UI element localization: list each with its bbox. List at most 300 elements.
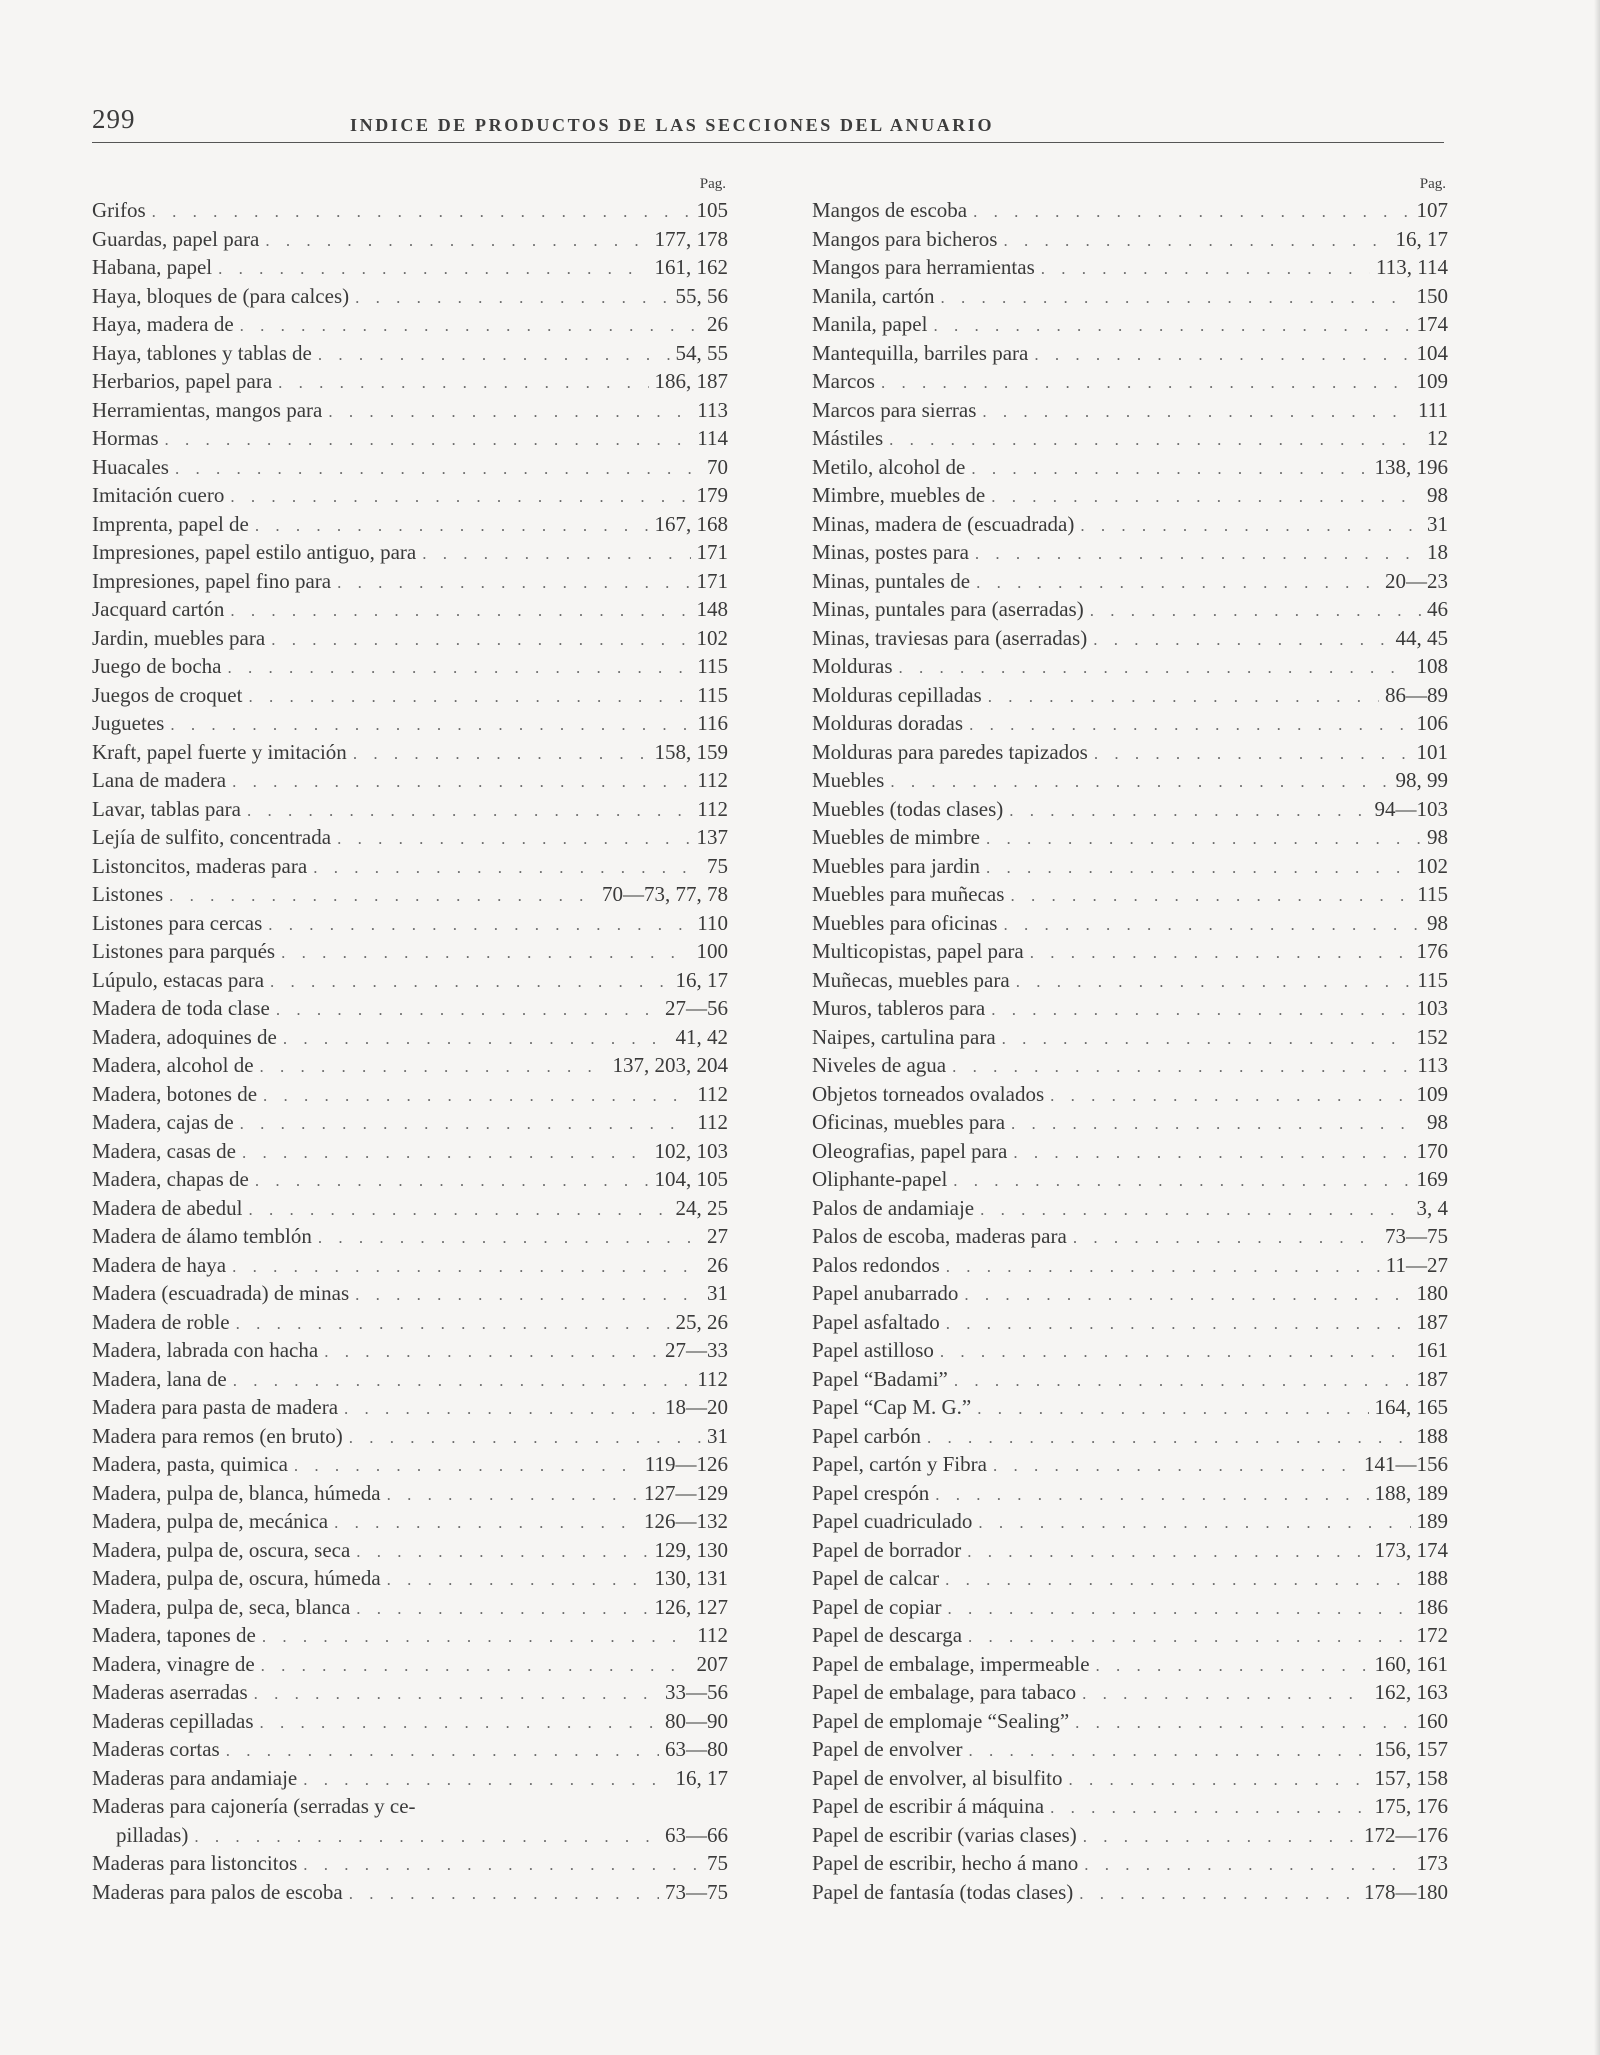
- dot-leader: [356, 1538, 648, 1565]
- dot-leader: [265, 227, 648, 254]
- index-term: Huacales: [92, 454, 169, 479]
- index-term: Juguetes: [92, 711, 165, 735]
- dot-leader: [1013, 1139, 1410, 1166]
- index-entry: [92, 1536, 728, 1565]
- index-entry: [812, 1165, 1448, 1194]
- index-term: Lejía de sulfito, concentrada: [92, 825, 332, 849]
- dot-leader: [294, 1452, 639, 1479]
- index-term: Madera, alcohol de: [92, 1053, 254, 1077]
- page-reference: 80—90: [665, 1708, 728, 1733]
- page-reference: 70: [707, 454, 728, 479]
- dot-leader: [227, 654, 691, 681]
- index-term: Jacquard cartón: [92, 597, 225, 621]
- dot-leader: [261, 1652, 691, 1679]
- page-reference: 129, 130: [654, 1537, 728, 1562]
- index-entry: [812, 937, 1448, 966]
- index-term: Maderas aserradas: [92, 1680, 248, 1704]
- index-term: Marcos: [812, 369, 875, 393]
- index-term: Madera de álamo temblón: [92, 1224, 312, 1248]
- page-reference: 173, 174: [1374, 1537, 1448, 1562]
- dot-leader: [230, 597, 690, 624]
- page-reference: 27—56: [665, 996, 728, 1020]
- page-reference: 164, 165: [1374, 1395, 1448, 1419]
- index-term: Mangos para bicheros: [812, 226, 998, 251]
- index-term: Impresiones, papel fino para: [92, 568, 332, 593]
- index-term: Muros, tableros para: [812, 996, 986, 1020]
- index-term: Minas, puntales para (aserradas): [812, 597, 1084, 621]
- index-term: Metilo, alcohol de: [812, 454, 966, 479]
- index-entry: [812, 1735, 1448, 1764]
- dot-leader: [946, 1310, 1411, 1337]
- page-reference: 27—33: [665, 1338, 728, 1362]
- dot-leader: [240, 312, 701, 339]
- page-reference: 41, 42: [675, 1024, 728, 1049]
- index-entry: [92, 595, 728, 624]
- index-entry: [92, 1507, 728, 1536]
- page-reference: 112: [697, 1366, 728, 1391]
- dot-leader: [964, 1281, 1410, 1308]
- dot-leader: [271, 626, 690, 653]
- index-entry: [812, 1023, 1448, 1052]
- dot-leader: [236, 1310, 670, 1337]
- dot-leader: [232, 768, 691, 795]
- index-term: Haya, tablones y tablas de: [92, 340, 312, 365]
- index-term: Maderas para cajonería (serradas y ce-: [92, 1794, 416, 1818]
- page-reference: 158, 159: [654, 739, 728, 764]
- dot-leader: [978, 1509, 1410, 1536]
- index-term: Grifos: [92, 198, 146, 222]
- page-reference: 141—156: [1364, 1452, 1448, 1476]
- index-entry: [92, 538, 728, 567]
- index-term: Mimbre, muebles de: [812, 483, 986, 507]
- page-reference: 170: [1416, 1138, 1448, 1163]
- dot-leader: [935, 1481, 1368, 1508]
- page-reference: 105: [696, 198, 728, 222]
- index-term: Madera (escuadrada) de minas: [92, 1281, 350, 1305]
- dot-leader: [349, 1424, 701, 1451]
- index-entry: [812, 1821, 1448, 1850]
- dot-leader: [927, 1424, 1410, 1451]
- page-reference: 98: [1427, 483, 1448, 507]
- index-entry: [92, 1051, 728, 1080]
- page-reference: 172: [1416, 1623, 1448, 1647]
- index-entry: [92, 1279, 728, 1308]
- index-entry: [92, 1194, 728, 1223]
- dot-leader: [1002, 1025, 1411, 1052]
- index-term: Lana de madera: [92, 768, 227, 792]
- index-term: Madera para remos (en bruto): [92, 1423, 343, 1448]
- page-reference: 162, 163: [1374, 1680, 1448, 1704]
- dot-leader: [232, 1253, 701, 1280]
- page-reference: 137, 203, 204: [612, 1053, 728, 1077]
- index-entry: [92, 253, 728, 282]
- index-term: Papel, cartón y Fibra: [812, 1452, 987, 1476]
- dot-leader: [169, 882, 596, 909]
- index-entry: [812, 1080, 1448, 1109]
- index-entry: [92, 282, 728, 311]
- page-reference: 104: [1416, 340, 1448, 365]
- page-reference: 44, 45: [1395, 625, 1448, 650]
- dot-leader: [344, 1395, 659, 1422]
- page-reference: 186, 187: [654, 369, 728, 393]
- index-entry: [92, 1821, 728, 1850]
- index-entry: [92, 1137, 728, 1166]
- dot-leader: [165, 426, 692, 453]
- page-reference: 157, 158: [1374, 1765, 1448, 1790]
- dot-leader: [976, 569, 1379, 596]
- index-term: Madera de toda clase: [92, 996, 270, 1020]
- dot-leader: [933, 312, 1410, 339]
- dot-leader: [986, 825, 1421, 852]
- left-index-column: [92, 172, 728, 1906]
- page-reference: 98: [1427, 1110, 1448, 1134]
- dot-leader: [152, 198, 691, 225]
- dot-leader: [337, 569, 690, 596]
- dot-leader: [968, 1623, 1410, 1650]
- index-entry: [812, 1678, 1448, 1707]
- page-reference: 31: [1427, 511, 1448, 536]
- dot-leader: [255, 1167, 649, 1194]
- dot-leader: [255, 512, 649, 539]
- page-reference: 187: [1416, 1309, 1448, 1334]
- page-reference: 63—66: [665, 1822, 728, 1847]
- right-index-column: [812, 172, 1448, 1906]
- dot-leader: [1083, 1823, 1358, 1850]
- index-entry: [812, 795, 1448, 824]
- index-entry: [812, 966, 1448, 995]
- index-entry: [812, 823, 1448, 852]
- dot-leader: [982, 398, 1412, 425]
- index-term: Madera, labrada con hacha: [92, 1338, 319, 1362]
- index-term: Listones: [92, 882, 164, 906]
- index-entry: [812, 595, 1448, 624]
- index-term: Papel de descarga: [812, 1623, 963, 1647]
- index-term: Papel de fantasía (todas clases): [812, 1879, 1074, 1904]
- dot-leader: [967, 1538, 1368, 1565]
- dot-leader: [940, 1338, 1411, 1365]
- index-entry: [812, 1137, 1448, 1166]
- dot-leader: [218, 255, 648, 282]
- index-term: Muebles para oficinas: [812, 910, 998, 935]
- dot-leader: [946, 1253, 1380, 1280]
- index-term: Juego de bocha: [92, 654, 222, 678]
- index-term: Mástiles: [812, 426, 884, 450]
- dot-leader: [968, 1737, 1368, 1764]
- index-entry: [812, 1536, 1448, 1565]
- dot-leader: [1030, 939, 1411, 966]
- dot-leader: [303, 1851, 701, 1878]
- index-term: Papel de borrador: [812, 1537, 962, 1562]
- page-reference: 148: [696, 597, 728, 621]
- index-entry: [92, 1593, 728, 1622]
- index-entry: [92, 1678, 728, 1707]
- index-term: Imprenta, papel de: [92, 511, 249, 536]
- index-entry: [92, 453, 728, 482]
- page-reference: 187: [1416, 1366, 1448, 1391]
- index-term: Naipes, cartulina para: [812, 1024, 996, 1049]
- dot-leader: [242, 1139, 648, 1166]
- page-reference: 75: [707, 1851, 728, 1875]
- index-term: Haya, bloques de (para calces): [92, 283, 350, 308]
- dot-leader: [1050, 1082, 1410, 1109]
- index-entry: [92, 1792, 728, 1821]
- index-term: Molduras doradas: [812, 711, 964, 735]
- index-term: Objetos torneados ovalados: [812, 1081, 1045, 1106]
- page-reference: 25, 26: [675, 1309, 728, 1334]
- index-term: Mangos para herramientas: [812, 255, 1035, 279]
- index-term: Multicopistas, papel para: [812, 939, 1024, 963]
- page-reference: 98, 99: [1395, 768, 1448, 792]
- index-entry: [812, 766, 1448, 795]
- index-entry: [92, 1849, 728, 1878]
- dot-leader: [324, 1338, 659, 1365]
- index-entry: [812, 1450, 1448, 1479]
- page-reference: 112: [697, 768, 728, 792]
- index-term: Papel de envolver: [812, 1737, 963, 1761]
- index-entry: [92, 880, 728, 909]
- page-reference: 138, 196: [1374, 454, 1448, 479]
- dot-leader: [318, 341, 670, 368]
- page-reference: 161, 162: [654, 255, 728, 279]
- index-term: Papel asfaltado: [812, 1309, 940, 1334]
- dot-leader: [1011, 1110, 1421, 1137]
- page-reference: 33—56: [665, 1680, 728, 1704]
- dot-leader: [1096, 1652, 1369, 1679]
- dot-leader: [230, 483, 690, 510]
- page-reference: 109: [1416, 1081, 1448, 1106]
- index-entry: [812, 339, 1448, 368]
- index-entry: [92, 339, 728, 368]
- page-reference: 116: [697, 711, 728, 735]
- page-reference: 11—27: [1385, 1252, 1448, 1277]
- page-reference: 152: [1416, 1024, 1448, 1049]
- dot-leader: [276, 996, 659, 1023]
- index-term: Juegos de croquet: [92, 682, 243, 707]
- page-reference: 207: [696, 1651, 728, 1676]
- page-reference: 112: [697, 1623, 728, 1647]
- dot-leader: [973, 198, 1410, 225]
- index-entry: [92, 1336, 728, 1365]
- index-entry: [812, 1279, 1448, 1308]
- index-entry: [92, 966, 728, 995]
- page-reference: 160: [1416, 1708, 1448, 1733]
- dot-leader: [899, 654, 1411, 681]
- index-entry: [92, 1165, 728, 1194]
- page-number: 299: [92, 104, 136, 134]
- page-reference: 102: [1416, 853, 1448, 878]
- index-entry: [812, 1650, 1448, 1679]
- page-reference: 180: [1416, 1281, 1448, 1305]
- index-term: Papel de copiar: [812, 1594, 942, 1619]
- page-reference: 188, 189: [1374, 1480, 1448, 1505]
- page-reference: 26: [707, 312, 728, 336]
- index-entry: [92, 1080, 728, 1109]
- page-reference: 94—103: [1374, 796, 1448, 821]
- index-term: Palos de andamiaje: [812, 1195, 975, 1220]
- index-term: Jardin, muebles para: [92, 625, 266, 650]
- page-reference: 98: [1427, 825, 1448, 849]
- index-term: Oficinas, muebles para: [812, 1110, 1006, 1134]
- page-reference: 16, 17: [1395, 226, 1448, 251]
- index-entry: [812, 709, 1448, 738]
- index-entry: [92, 709, 728, 738]
- page-reference: 112: [697, 796, 728, 821]
- dot-leader: [991, 483, 1421, 510]
- index-entry: [812, 909, 1448, 938]
- page-reference: 176: [1416, 939, 1448, 963]
- page-reference: 26: [707, 1252, 728, 1277]
- index-term: Papel anubarrado: [812, 1281, 959, 1305]
- page-reference: 130, 131: [654, 1566, 728, 1590]
- page-reference: 16, 17: [675, 1765, 728, 1790]
- index-entry: [92, 1707, 728, 1736]
- index-term: Madera, adoquines de: [92, 1024, 277, 1049]
- index-term: Hormas: [92, 426, 159, 450]
- page-reference: 114: [697, 426, 728, 450]
- index-term: Haya, madera de: [92, 312, 234, 336]
- index-term: Papel de envolver, al bisulfito: [812, 1765, 1063, 1790]
- page-reference: 102: [696, 625, 728, 650]
- index-term: pilladas): [116, 1822, 189, 1847]
- page-reference: 110: [697, 910, 728, 935]
- index-term: Imitación cuero: [92, 483, 225, 507]
- dot-leader: [270, 968, 669, 995]
- index-term: Madera, lana de: [92, 1366, 227, 1391]
- index-term: Muebles (todas clases): [812, 796, 1004, 821]
- index-entry: [812, 1365, 1448, 1394]
- index-entry: [812, 453, 1448, 482]
- dot-leader: [355, 284, 669, 311]
- index-entry: [812, 1507, 1448, 1536]
- page-reference: 112: [697, 1081, 728, 1106]
- index-term: Lavar, tablas para: [92, 796, 241, 821]
- page-reference: 189: [1416, 1509, 1448, 1533]
- dot-leader: [980, 1196, 1410, 1223]
- index-entry: [92, 396, 728, 425]
- dot-leader: [278, 369, 648, 396]
- page-reference: 12: [1427, 426, 1448, 450]
- index-term: Madera, pulpa de, oscura, seca: [92, 1537, 351, 1562]
- page-reference: 111: [1418, 397, 1448, 422]
- index-term: Madera, chapas de: [92, 1167, 249, 1191]
- index-term: Lúpulo, estacas para: [92, 967, 265, 992]
- index-entry: [812, 1849, 1448, 1878]
- dot-leader: [1010, 882, 1411, 909]
- index-term: Impresiones, papel estilo antiguo, para: [92, 540, 417, 564]
- index-entry: [812, 652, 1448, 681]
- index-entry: [812, 1194, 1448, 1223]
- index-entry: [92, 196, 728, 225]
- index-term: Papel cuadriculado: [812, 1509, 973, 1533]
- index-entry: [92, 424, 728, 453]
- dot-leader: [254, 1680, 659, 1707]
- index-term: Listones para cercas: [92, 910, 263, 935]
- index-term: Palos de escoba, maderas para: [812, 1224, 1067, 1248]
- index-term: Papel crespón: [812, 1480, 930, 1505]
- index-term: Palos redondos: [812, 1252, 940, 1277]
- index-term: Herramientas, mangos para: [92, 397, 323, 422]
- dot-leader: [283, 1025, 670, 1052]
- dot-leader: [387, 1481, 638, 1508]
- dot-leader: [940, 284, 1410, 311]
- page-reference: 160, 161: [1374, 1651, 1448, 1676]
- index-entry: [92, 624, 728, 653]
- index-term: Muebles para muñecas: [812, 882, 1005, 906]
- index-term: Madera, casas de: [92, 1138, 237, 1163]
- dot-leader: [1041, 255, 1370, 282]
- index-term: Muñecas, muebles para: [812, 967, 1010, 992]
- page-reference: 177, 178: [654, 226, 728, 251]
- index-entry: [812, 196, 1448, 225]
- index-entry: [92, 1308, 728, 1337]
- index-entry: [812, 424, 1448, 453]
- index-entry: [812, 225, 1448, 254]
- page-reference: 161: [1416, 1338, 1448, 1362]
- page-title: INDICE DE PRODUCTOS DE LAS SECCIONES DEL ANUARIO: [350, 115, 995, 135]
- dot-leader: [247, 797, 691, 824]
- index-term: Madera de roble: [92, 1309, 230, 1334]
- index-term: Madera, pasta, quimica: [92, 1452, 288, 1476]
- page-reference: 167, 168: [654, 511, 728, 536]
- index-entry: [92, 1564, 728, 1593]
- index-entry: [92, 1023, 728, 1052]
- index-entry-list: [812, 196, 1448, 1906]
- index-term: Madera, pulpa de, blanca, húmeda: [92, 1480, 381, 1505]
- page-reference: 54, 55: [675, 340, 728, 365]
- index-term: Listoncitos, maderas para: [92, 853, 308, 878]
- page-reference: 112: [697, 1110, 728, 1134]
- page-reference: 115: [1417, 882, 1448, 906]
- dot-leader: [194, 1823, 659, 1850]
- page-reference: 113: [697, 397, 728, 422]
- page-reference: 115: [1417, 967, 1448, 992]
- pag-column-label: Pag.: [1419, 176, 1446, 192]
- index-entry: [812, 852, 1448, 881]
- dot-leader: [355, 1281, 701, 1308]
- index-entry: [812, 1308, 1448, 1337]
- index-term: Listones para parqués: [92, 939, 276, 963]
- dot-leader: [975, 540, 1421, 567]
- index-entry: [812, 253, 1448, 282]
- index-term: Madera de abedul: [92, 1195, 243, 1220]
- page-reference: 107: [1416, 198, 1448, 222]
- index-entry: [812, 1479, 1448, 1508]
- index-entry: [812, 738, 1448, 767]
- dot-leader: [1016, 968, 1412, 995]
- dot-leader: [952, 1053, 1411, 1080]
- index-term: Papel “Cap M. G.”: [812, 1395, 972, 1419]
- index-term: Papel de escribir, hecho á mano: [812, 1851, 1079, 1875]
- dot-leader: [334, 1509, 638, 1536]
- page-reference: 103: [1416, 996, 1448, 1020]
- dot-leader: [1003, 227, 1389, 254]
- index-entry: [812, 1878, 1448, 1907]
- dot-leader: [953, 1167, 1410, 1194]
- index-entry: [92, 1479, 728, 1508]
- index-term: Muebles para jardin: [812, 853, 980, 878]
- page-reference: 31: [707, 1423, 728, 1448]
- index-entry: [92, 1764, 728, 1793]
- page-reference: 20—23: [1385, 568, 1448, 593]
- index-term: Papel de embalage, para tabaco: [812, 1680, 1077, 1704]
- index-entry: [812, 1251, 1448, 1280]
- dot-leader: [945, 1566, 1410, 1593]
- header-rule: [92, 142, 1444, 143]
- index-entry: [92, 510, 728, 539]
- dot-leader: [281, 939, 690, 966]
- index-term: Papel astilloso: [812, 1338, 934, 1362]
- page-reference: 175, 176: [1374, 1794, 1448, 1818]
